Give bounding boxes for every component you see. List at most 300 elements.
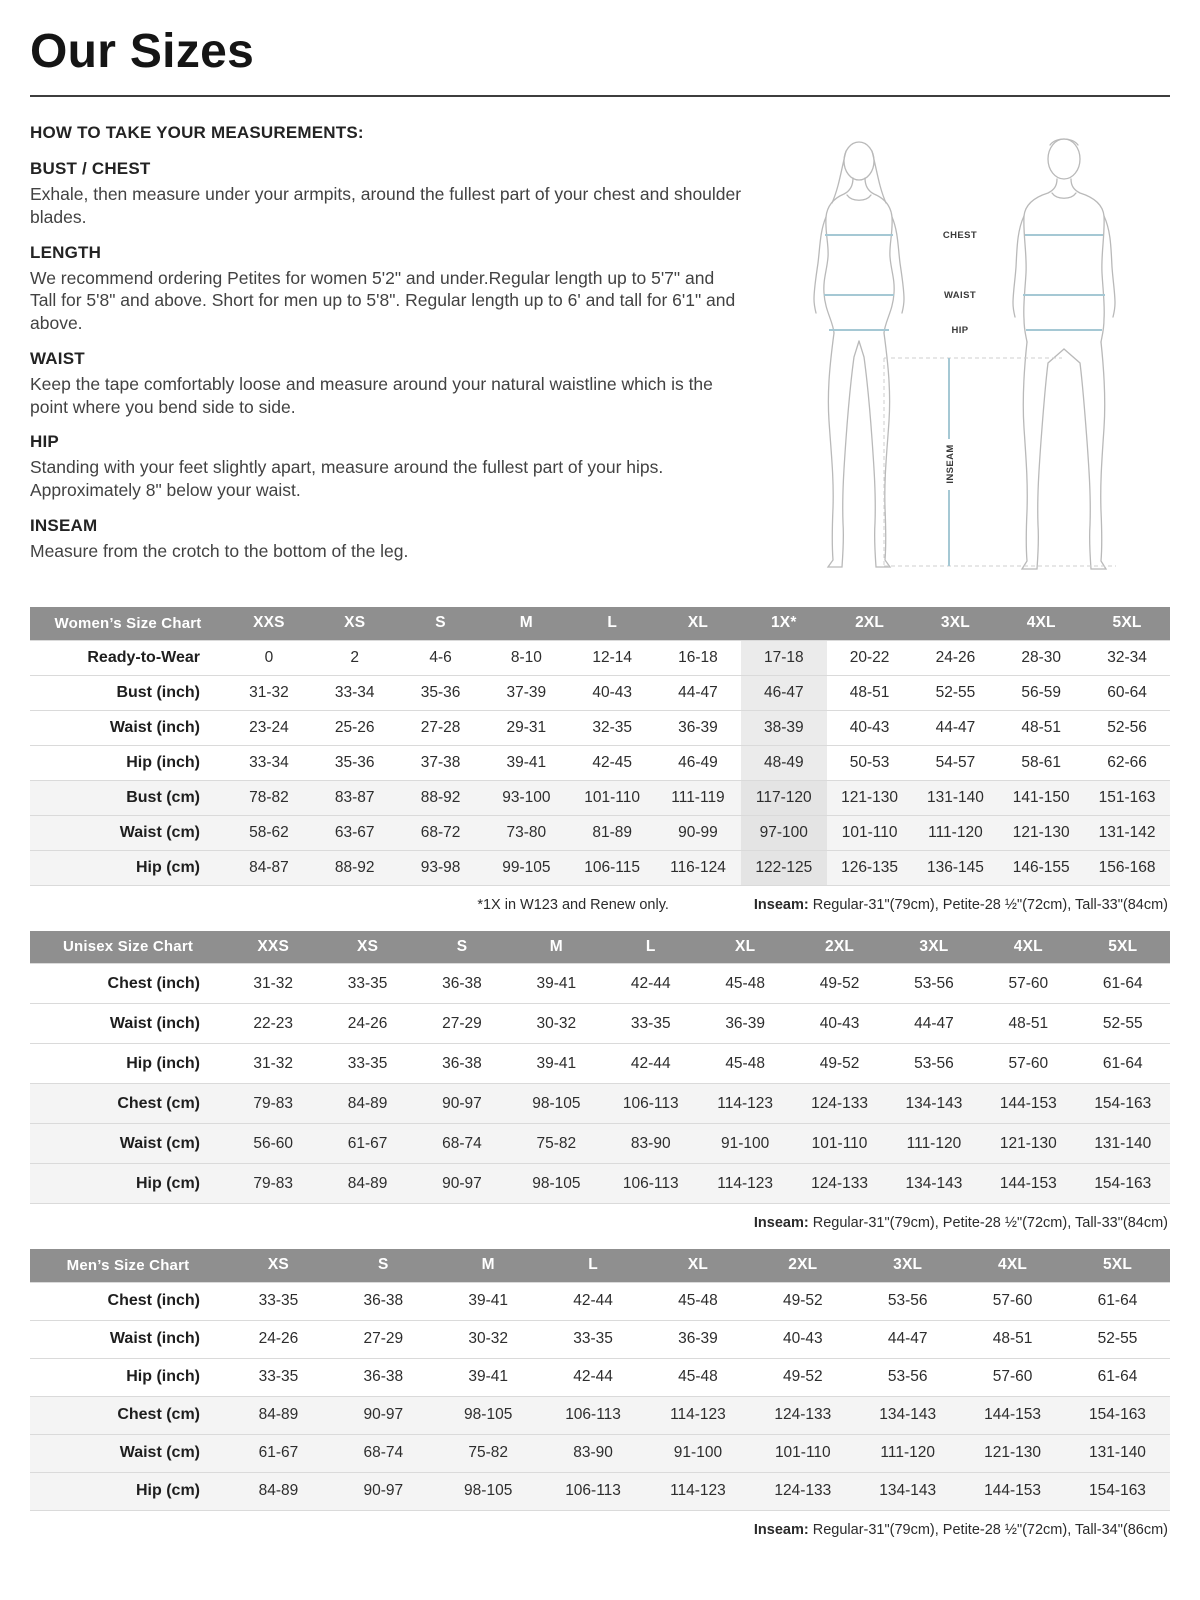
size-column-header: 5XL xyxy=(1084,607,1170,640)
row-label: Hip (inch) xyxy=(30,1358,226,1396)
size-cell: 44-47 xyxy=(655,675,741,710)
size-cell: 27-28 xyxy=(398,710,484,745)
size-cell: 8-10 xyxy=(483,640,569,675)
size-cell: 93-98 xyxy=(398,850,484,885)
size-cell: 114-123 xyxy=(646,1396,751,1434)
size-column-header: XS xyxy=(320,931,414,964)
size-cell: 144-153 xyxy=(960,1472,1065,1510)
size-column-header: XL xyxy=(655,607,741,640)
size-cell: 154-163 xyxy=(1076,1084,1170,1124)
size-cell: 28-30 xyxy=(998,640,1084,675)
instruction-body: Standing with your feet slightly apart, measure around the fullest part of your hips. Approximately 8" below your waist. xyxy=(30,457,664,500)
row-label: Waist (cm) xyxy=(30,1434,226,1472)
size-cell: 52-55 xyxy=(913,675,999,710)
size-cell: 97-100 xyxy=(741,815,827,850)
size-cell: 62-66 xyxy=(1084,745,1170,780)
size-cell: 114-123 xyxy=(646,1472,751,1510)
size-column-header: XXS xyxy=(226,931,320,964)
size-cell: 32-35 xyxy=(569,710,655,745)
size-cell: 31-32 xyxy=(226,964,320,1004)
row-label: Chest (cm) xyxy=(30,1084,226,1124)
size-cell: 30-32 xyxy=(509,1004,603,1044)
size-cell: 56-59 xyxy=(998,675,1084,710)
size-cell: 35-36 xyxy=(312,745,398,780)
measurement-lines xyxy=(824,235,1105,566)
size-column-header: M xyxy=(509,931,603,964)
size-cell: 54-57 xyxy=(913,745,999,780)
footnote-inseam: Inseam: Regular-31"(79cm), Petite-28 ½"(72cm), Tall-34"(86cm) xyxy=(753,1521,1168,1538)
size-cell: 131-140 xyxy=(1065,1434,1170,1472)
size-cell: 57-60 xyxy=(960,1358,1065,1396)
row-label: Hip (cm) xyxy=(30,1472,226,1510)
table-row xyxy=(30,850,1170,885)
size-cell: 44-47 xyxy=(855,1320,960,1358)
size-cell: 38-39 xyxy=(741,710,827,745)
inseam-guide-lines xyxy=(884,358,1116,566)
size-cell: 37-38 xyxy=(398,745,484,780)
size-cell: 83-87 xyxy=(312,780,398,815)
size-cell: 56-60 xyxy=(226,1124,320,1164)
instruction-title: INSEAM xyxy=(30,515,98,535)
size-cell: 111-119 xyxy=(655,780,741,815)
size-cell: 31-32 xyxy=(226,1044,320,1084)
size-cell: 24-26 xyxy=(226,1320,331,1358)
table-row xyxy=(30,1434,1170,1472)
table-row xyxy=(30,1004,1170,1044)
size-cell: 79-83 xyxy=(226,1084,320,1124)
size-cell: 53-56 xyxy=(887,964,981,1004)
size-cell: 106-115 xyxy=(569,850,655,885)
male-figure-outline xyxy=(1013,139,1115,569)
footnote-inseam: Inseam: Regular-31"(79cm), Petite-28 ½"(72cm), Tall-33"(84cm) xyxy=(753,1215,1168,1231)
size-cell: 39-41 xyxy=(483,745,569,780)
size-cell: 131-140 xyxy=(913,780,999,815)
chart-title: Unisex Size Chart xyxy=(30,931,226,964)
size-cell: 98-105 xyxy=(509,1084,603,1124)
size-cell: 32-34 xyxy=(1084,640,1170,675)
size-column-header: 2XL xyxy=(827,607,913,640)
size-cell: 68-72 xyxy=(398,815,484,850)
size-column-header: XL xyxy=(646,1249,751,1282)
size-column-header: L xyxy=(569,607,655,640)
size-column-header: 2XL xyxy=(750,1249,855,1282)
size-cell: 58-61 xyxy=(998,745,1084,780)
size-cell: 0 xyxy=(226,640,312,675)
size-cell: 81-89 xyxy=(569,815,655,850)
size-cell: 45-48 xyxy=(698,964,792,1004)
instruction-title: BUST / CHEST xyxy=(30,159,151,178)
size-cell: 36-38 xyxy=(331,1282,436,1320)
row-label: Bust (inch) xyxy=(30,675,226,710)
size-cell: 90-97 xyxy=(415,1164,509,1204)
size-cell: 36-39 xyxy=(698,1004,792,1044)
size-cell: 83-90 xyxy=(604,1124,698,1164)
size-cell: 49-52 xyxy=(792,964,886,1004)
instruction-waist xyxy=(30,349,742,419)
size-cell: 101-110 xyxy=(750,1434,855,1472)
size-cell: 134-143 xyxy=(887,1164,981,1204)
size-cell: 42-45 xyxy=(569,745,655,780)
table-row xyxy=(30,1472,1170,1510)
row-label: Ready-to-Wear xyxy=(30,640,226,675)
size-cell: 33-35 xyxy=(604,1004,698,1044)
title-divider xyxy=(30,95,1170,97)
size-cell: 42-44 xyxy=(541,1282,646,1320)
size-cell: 91-100 xyxy=(698,1124,792,1164)
table-row xyxy=(30,1282,1170,1320)
size-cell: 52-55 xyxy=(1076,1004,1170,1044)
size-column-header: L xyxy=(541,1249,646,1282)
size-cell: 23-24 xyxy=(226,710,312,745)
size-column-header: XS xyxy=(312,607,398,640)
size-cell: 48-51 xyxy=(827,675,913,710)
size-cell: 22-23 xyxy=(226,1004,320,1044)
table-footnotes xyxy=(30,1215,1168,1231)
waist-label: WAIST xyxy=(943,290,977,301)
size-cell: 111-120 xyxy=(913,815,999,850)
size-cell: 98-105 xyxy=(509,1164,603,1204)
size-cell: 84-89 xyxy=(320,1164,414,1204)
size-cell: 106-113 xyxy=(604,1164,698,1204)
footnote-inseam: Inseam: Regular-31"(79cm), Petite-28 ½"(72cm), Tall-33"(84cm) xyxy=(753,896,1168,913)
size-cell: 33-35 xyxy=(226,1358,331,1396)
size-cell: 61-64 xyxy=(1076,964,1170,1004)
size-cell: 98-105 xyxy=(436,1396,541,1434)
size-cell: 44-47 xyxy=(887,1004,981,1044)
size-cell: 106-113 xyxy=(541,1396,646,1434)
size-column-header: 4XL xyxy=(981,931,1075,964)
instruction-body: Measure from the crotch to the bottom of the leg. xyxy=(30,540,409,561)
table-row xyxy=(30,1044,1170,1084)
size-cell: 48-49 xyxy=(741,745,827,780)
row-label: Waist (cm) xyxy=(30,815,226,850)
size-cell: 154-163 xyxy=(1065,1396,1170,1434)
size-cell: 101-110 xyxy=(569,780,655,815)
size-cell: 144-153 xyxy=(981,1164,1075,1204)
size-cell: 88-92 xyxy=(398,780,484,815)
size-cell: 36-39 xyxy=(646,1320,751,1358)
size-cell: 154-163 xyxy=(1065,1472,1170,1510)
table-row xyxy=(30,745,1170,780)
size-cell: 57-60 xyxy=(960,1282,1065,1320)
size-cell: 111-120 xyxy=(855,1434,960,1472)
size-cell: 53-56 xyxy=(855,1358,960,1396)
female-figure-outline xyxy=(814,142,904,567)
size-cell: 31-32 xyxy=(226,675,312,710)
size-column-header: 3XL xyxy=(887,931,981,964)
size-cell: 116-124 xyxy=(655,850,741,885)
size-cell: 4-6 xyxy=(398,640,484,675)
size-cell: 39-41 xyxy=(509,1044,603,1084)
size-cell: 84-89 xyxy=(226,1396,331,1434)
instructions-heading: HOW TO TAKE YOUR MEASUREMENTS: xyxy=(30,123,364,142)
size-cell: 144-153 xyxy=(981,1084,1075,1124)
size-cell: 83-90 xyxy=(541,1434,646,1472)
mens-size-chart xyxy=(30,1249,1170,1538)
size-cell: 57-60 xyxy=(981,1044,1075,1084)
size-cell: 99-105 xyxy=(483,850,569,885)
page-title: Our Sizes xyxy=(30,25,255,78)
measurement-diagram xyxy=(764,123,1164,585)
size-cell: 2 xyxy=(312,640,398,675)
table-row xyxy=(30,1124,1170,1164)
table-row xyxy=(30,780,1170,815)
size-cell: 50-53 xyxy=(827,745,913,780)
size-cell: 24-26 xyxy=(320,1004,414,1044)
size-cell: 33-34 xyxy=(226,745,312,780)
size-column-header: 3XL xyxy=(855,1249,960,1282)
size-column-header: XL xyxy=(698,931,792,964)
table-row xyxy=(30,1320,1170,1358)
size-cell: 144-153 xyxy=(960,1396,1065,1434)
size-column-header: 1X* xyxy=(741,607,827,640)
size-cell: 98-105 xyxy=(436,1472,541,1510)
size-cell: 29-31 xyxy=(483,710,569,745)
size-cell: 141-150 xyxy=(998,780,1084,815)
header-row xyxy=(30,607,1170,640)
size-cell: 40-43 xyxy=(792,1004,886,1044)
size-cell: 75-82 xyxy=(509,1124,603,1164)
row-label: Chest (inch) xyxy=(30,1282,226,1320)
size-cell: 58-62 xyxy=(226,815,312,850)
size-cell: 131-140 xyxy=(1076,1124,1170,1164)
size-cell: 42-44 xyxy=(604,964,698,1004)
chart-title: Women’s Size Chart xyxy=(30,607,226,640)
inseam-label: INSEAM xyxy=(945,444,956,484)
instruction-title: WAIST xyxy=(30,348,85,368)
instruction-length xyxy=(30,243,742,335)
size-cell: 39-41 xyxy=(509,964,603,1004)
size-cell: 42-44 xyxy=(541,1358,646,1396)
table-row xyxy=(30,640,1170,675)
unisex-size-chart xyxy=(30,931,1170,1232)
size-cell: 106-113 xyxy=(541,1472,646,1510)
size-column-header: XS xyxy=(226,1249,331,1282)
size-cell: 61-64 xyxy=(1065,1282,1170,1320)
table-footnotes xyxy=(30,1522,1168,1538)
size-cell: 134-143 xyxy=(855,1472,960,1510)
size-cell: 124-133 xyxy=(750,1472,855,1510)
size-cell: 151-163 xyxy=(1084,780,1170,815)
instruction-body: Exhale, then measure under your armpits, around the fullest part of your chest and shoulder blades. xyxy=(30,184,742,227)
size-column-header: 5XL xyxy=(1065,1249,1170,1282)
size-cell: 46-49 xyxy=(655,745,741,780)
size-cell: 136-145 xyxy=(913,850,999,885)
size-cell: 16-18 xyxy=(655,640,741,675)
instruction-title: LENGTH xyxy=(30,242,102,262)
size-cell: 134-143 xyxy=(887,1084,981,1124)
size-cell: 124-133 xyxy=(792,1084,886,1124)
size-cell: 25-26 xyxy=(312,710,398,745)
size-cell: 68-74 xyxy=(415,1124,509,1164)
size-cell: 121-130 xyxy=(960,1434,1065,1472)
size-cell: 36-38 xyxy=(415,964,509,1004)
table-row xyxy=(30,815,1170,850)
size-cell: 45-48 xyxy=(698,1044,792,1084)
size-tables xyxy=(30,607,1170,1538)
size-cell: 131-142 xyxy=(1084,815,1170,850)
header-row xyxy=(30,931,1170,964)
size-cell: 73-80 xyxy=(483,815,569,850)
size-cell: 106-113 xyxy=(604,1084,698,1124)
size-cell: 40-43 xyxy=(569,675,655,710)
instruction-title: HIP xyxy=(30,432,59,452)
size-cell: 45-48 xyxy=(646,1358,751,1396)
size-cell: 101-110 xyxy=(792,1124,886,1164)
mens-table xyxy=(30,1249,1170,1511)
size-cell: 45-48 xyxy=(646,1282,751,1320)
footnote-1x: *1X in W123 and Renew only. xyxy=(477,896,669,913)
size-cell: 36-38 xyxy=(415,1044,509,1084)
size-cell: 46-47 xyxy=(741,675,827,710)
size-cell: 33-35 xyxy=(320,1044,414,1084)
size-cell: 36-39 xyxy=(655,710,741,745)
size-cell: 121-130 xyxy=(981,1124,1075,1164)
instruction-body: Keep the tape comfortably loose and measure around your natural waistline which is the point where you bend side to side. xyxy=(30,373,713,417)
size-column-header: M xyxy=(483,607,569,640)
size-cell: 101-110 xyxy=(827,815,913,850)
size-cell: 156-168 xyxy=(1084,850,1170,885)
size-cell: 61-64 xyxy=(1065,1358,1170,1396)
table-row xyxy=(30,1396,1170,1434)
size-cell: 39-41 xyxy=(436,1358,541,1396)
size-cell: 75-82 xyxy=(436,1434,541,1472)
size-cell: 20-22 xyxy=(827,640,913,675)
size-cell: 48-51 xyxy=(998,710,1084,745)
table-row xyxy=(30,1358,1170,1396)
size-cell: 36-38 xyxy=(331,1358,436,1396)
size-cell: 84-89 xyxy=(226,1472,331,1510)
size-cell: 114-123 xyxy=(698,1084,792,1124)
size-column-header: L xyxy=(604,931,698,964)
size-cell: 48-51 xyxy=(960,1320,1065,1358)
size-cell: 63-67 xyxy=(312,815,398,850)
size-cell: 154-163 xyxy=(1076,1164,1170,1204)
size-cell: 91-100 xyxy=(646,1434,751,1472)
size-cell: 88-92 xyxy=(312,850,398,885)
instruction-body: We recommend ordering Petites for women 5'2" and under.Regular length up to 5'7" and Tall for 5'8" and above. Short for men up to 5'8". Regular length up to 6' and tall for 6'1" and above. xyxy=(30,267,736,333)
row-label: Waist (inch) xyxy=(30,1004,226,1044)
size-cell: 24-26 xyxy=(913,640,999,675)
size-cell: 52-55 xyxy=(1065,1320,1170,1358)
size-cell: 40-43 xyxy=(827,710,913,745)
size-cell: 122-125 xyxy=(741,850,827,885)
size-cell: 146-155 xyxy=(998,850,1084,885)
size-cell: 90-97 xyxy=(415,1084,509,1124)
size-column-header: 4XL xyxy=(960,1249,1065,1282)
size-cell: 30-32 xyxy=(436,1320,541,1358)
row-label: Waist (inch) xyxy=(30,710,226,745)
size-cell: 35-36 xyxy=(398,675,484,710)
size-column-header: 4XL xyxy=(998,607,1084,640)
table-row xyxy=(30,1164,1170,1204)
row-label: Waist (inch) xyxy=(30,1320,226,1358)
size-column-header: S xyxy=(398,607,484,640)
size-cell: 61-67 xyxy=(226,1434,331,1472)
size-cell: 12-14 xyxy=(569,640,655,675)
size-cell: 49-52 xyxy=(750,1358,855,1396)
size-cell: 44-47 xyxy=(913,710,999,745)
size-column-header: S xyxy=(415,931,509,964)
size-cell: 49-52 xyxy=(750,1282,855,1320)
size-cell: 84-87 xyxy=(226,850,312,885)
row-label: Waist (cm) xyxy=(30,1124,226,1164)
table-footnotes xyxy=(30,897,1168,913)
size-cell: 114-123 xyxy=(698,1164,792,1204)
womens-table xyxy=(30,607,1170,886)
size-column-header: 5XL xyxy=(1076,931,1170,964)
womens-size-chart xyxy=(30,607,1170,913)
measurement-instructions xyxy=(30,121,742,585)
size-cell: 68-74 xyxy=(331,1434,436,1472)
size-column-header: 3XL xyxy=(913,607,999,640)
size-cell: 53-56 xyxy=(887,1044,981,1084)
size-cell: 121-130 xyxy=(827,780,913,815)
size-cell: 124-133 xyxy=(750,1396,855,1434)
size-cell: 33-35 xyxy=(320,964,414,1004)
row-label: Hip (inch) xyxy=(30,1044,226,1084)
size-cell: 33-35 xyxy=(541,1320,646,1358)
size-cell: 49-52 xyxy=(792,1044,886,1084)
table-row xyxy=(30,675,1170,710)
instruction-bust-chest xyxy=(30,159,742,229)
size-cell: 17-18 xyxy=(741,640,827,675)
size-cell: 39-41 xyxy=(436,1282,541,1320)
size-cell: 90-97 xyxy=(331,1396,436,1434)
size-cell: 33-35 xyxy=(226,1282,331,1320)
size-cell: 61-67 xyxy=(320,1124,414,1164)
figure-area xyxy=(742,121,1170,585)
size-cell: 84-89 xyxy=(320,1084,414,1124)
size-cell: 27-29 xyxy=(331,1320,436,1358)
size-cell: 134-143 xyxy=(855,1396,960,1434)
table-row xyxy=(30,1084,1170,1124)
size-column-header: XXS xyxy=(226,607,312,640)
hip-label: HIP xyxy=(951,325,969,336)
size-cell: 78-82 xyxy=(226,780,312,815)
size-column-header: M xyxy=(436,1249,541,1282)
size-cell: 37-39 xyxy=(483,675,569,710)
unisex-table xyxy=(30,931,1170,1205)
row-label: Hip (inch) xyxy=(30,745,226,780)
size-cell: 121-130 xyxy=(998,815,1084,850)
size-cell: 27-29 xyxy=(415,1004,509,1044)
table-row xyxy=(30,964,1170,1004)
size-cell: 52-56 xyxy=(1084,710,1170,745)
size-column-header: 2XL xyxy=(792,931,886,964)
size-cell: 93-100 xyxy=(483,780,569,815)
size-cell: 117-120 xyxy=(741,780,827,815)
size-cell: 57-60 xyxy=(981,964,1075,1004)
size-cell: 40-43 xyxy=(750,1320,855,1358)
size-cell: 33-34 xyxy=(312,675,398,710)
instruction-inseam xyxy=(30,516,742,563)
top-area xyxy=(30,121,1170,585)
header-row xyxy=(30,1249,1170,1282)
size-cell: 42-44 xyxy=(604,1044,698,1084)
row-label: Chest (inch) xyxy=(30,964,226,1004)
instruction-hip xyxy=(30,432,742,502)
size-cell: 126-135 xyxy=(827,850,913,885)
size-cell: 90-97 xyxy=(331,1472,436,1510)
chest-label: CHEST xyxy=(942,230,978,241)
size-column-header: S xyxy=(331,1249,436,1282)
size-cell: 111-120 xyxy=(887,1124,981,1164)
size-cell: 90-99 xyxy=(655,815,741,850)
size-cell: 124-133 xyxy=(792,1164,886,1204)
size-cell: 79-83 xyxy=(226,1164,320,1204)
size-cell: 48-51 xyxy=(981,1004,1075,1044)
